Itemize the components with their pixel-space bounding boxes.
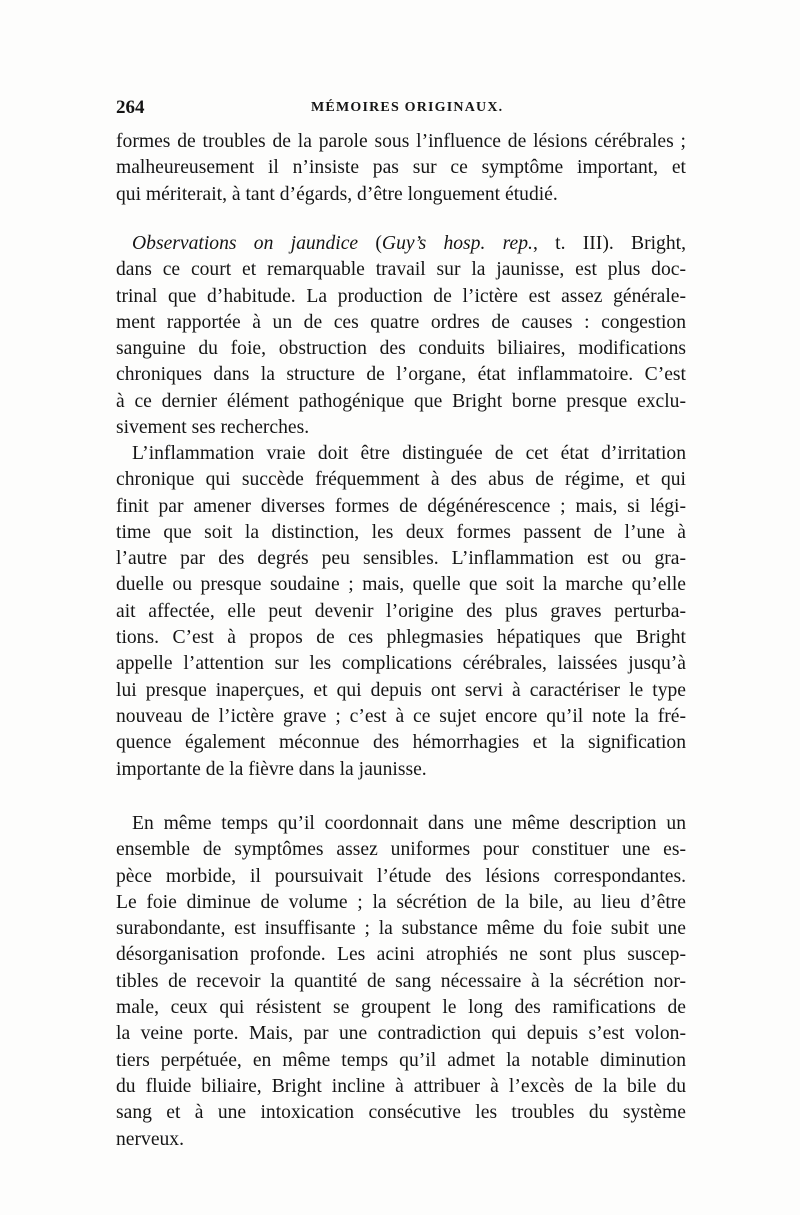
text-line: quence également méconnue des hémorrhagies et la signification <box>116 732 686 754</box>
work-title: Observations on jaundice <box>132 233 359 254</box>
text-line: trinal que d’habitude. La production de l’ictère est assez générale- <box>116 285 686 307</box>
text-line: appelle l’attention sur les complications cérébrales, laissées jusqu’à <box>116 653 686 675</box>
text-line: tiers perpétuée, en même temps qu’il admet la notable diminution <box>116 1049 686 1071</box>
text-line: L’inflammation vraie doit être distinguée de cet état d’irritation <box>132 443 686 464</box>
text-line: à ce dernier élément pathogénique que Bright borne presque exclu- <box>116 390 686 412</box>
text-line: Le foie diminue de volume ; la sécrétion de la bile, au lieu d’être <box>116 891 686 913</box>
text-line: lui presque inaperçues, et qui depuis ont servi à caractériser le type <box>116 679 686 701</box>
paragraph-continuation <box>116 129 686 208</box>
paragraph-observations <box>116 231 686 441</box>
paragraph-inflammation <box>116 441 686 783</box>
text-line: pèce morbide, il poursuivait l’étude des lésions correspondantes. <box>116 865 686 887</box>
text-line: nouveau de l’ictère grave ; c’est à ce sujet encore qu’il note la fré- <box>116 705 686 727</box>
journal-reference: Guy’s hosp. rep. <box>381 233 533 254</box>
text-line: sivement ses recherches. <box>116 417 310 439</box>
text-line: tibles de recevoir la quantité de sang nécessaire à la sécrétion nor- <box>116 970 686 992</box>
text-line: chroniques dans la structure de l’organe, état inflammatoire. C’est <box>116 364 686 386</box>
text-line: surabondante, est insuffisante ; la substance même du foie subit une <box>116 918 686 940</box>
text-line: tions. C’est à propos de ces phlegmasies hépatiques que Bright <box>116 627 686 649</box>
text-line: ait affectée, elle peut devenir l’origine des plus graves perturba- <box>116 600 686 622</box>
text-line: sang et à une intoxication consécutive les troubles du système <box>116 1102 686 1124</box>
reference-close: , t. III). Bright, <box>532 233 686 254</box>
page-header <box>116 97 684 123</box>
text-line: l’autre par des degrés peu sensibles. L’inflammation est ou gra- <box>116 548 686 570</box>
running-title: MÉMOIRES ORIGINAUX. <box>311 100 504 115</box>
text-line: qui mériterait, à tant d’égards, d’être longuement étudié. <box>116 183 558 205</box>
text-line: duelle ou presque soudaine ; mais, quelle que soit la marche qu’elle <box>116 574 686 596</box>
text-line: finit par amener diverses formes de dégénérescence ; mais, si légi- <box>116 495 686 517</box>
text-line: dans ce court et remarquable travail sur la jaunisse, est plus doc- <box>116 259 686 281</box>
reference-open: ( <box>358 233 382 254</box>
text-line: sanguine du foie, obstruction des conduits biliaires, modifications <box>116 338 686 360</box>
text-line: malheureusement il n’insiste pas sur ce symptôme important, et <box>116 157 686 179</box>
text-line: formes de troubles de la parole sous l’influence de lésions cérébrales ; <box>116 131 686 152</box>
page-number: 264 <box>116 97 145 118</box>
text-line-first <box>116 231 686 257</box>
text-line: male, ceux qui résistent se groupent le long des ramifications de <box>116 997 686 1019</box>
text-line: du fluide biliaire, Bright incline à attribuer à l’excès de la bile du <box>116 1075 686 1097</box>
text-line: désorganisation profonde. Les acini atrophiés ne sont plus suscep- <box>116 944 686 966</box>
text-line: ensemble de symptômes assez uniformes pour constituer une es- <box>116 839 686 861</box>
text-line: En même temps qu’il coordonnait dans une même description un <box>132 813 686 834</box>
text-line: importante de la fièvre dans la jaunisse. <box>116 758 427 780</box>
paragraph-lesions <box>116 811 686 1153</box>
text-line: chronique qui succède fréquemment à des abus de régime, et qui <box>116 469 686 491</box>
text-line: nerveux. <box>116 1128 185 1150</box>
text-line: ment rapportée à un de ces quatre ordres de causes : congestion <box>116 311 686 333</box>
text-line: la veine porte. Mais, par une contradiction qui depuis s’est volon- <box>116 1023 686 1045</box>
text-line: time que soit la distinction, les deux formes passent de l’une à <box>116 521 686 543</box>
